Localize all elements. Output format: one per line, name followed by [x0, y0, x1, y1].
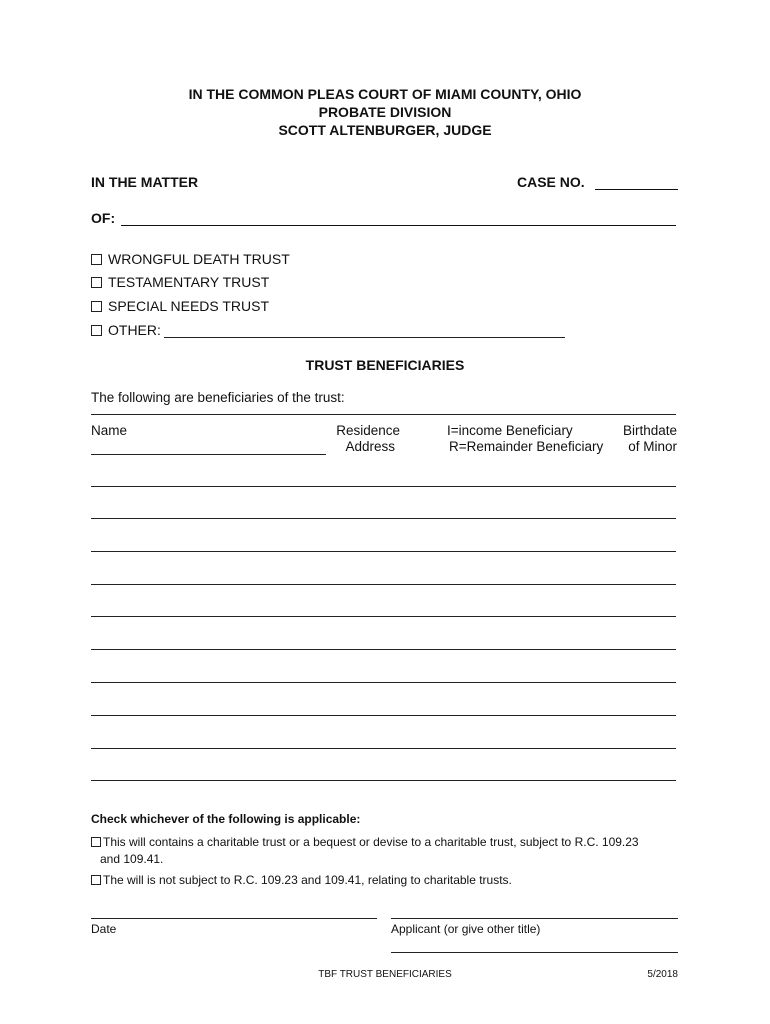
beneficiary-row[interactable] [91, 649, 676, 650]
column-of-minor: of Minor [628, 439, 677, 454]
checkbox-icon[interactable] [91, 277, 102, 288]
trust-type-special-needs[interactable] [91, 298, 269, 314]
wrongful-death-label: WRONGFUL DEATH TRUST [108, 251, 290, 267]
column-income-beneficiary: I=income Beneficiary [447, 423, 573, 438]
beneficiary-row[interactable] [91, 748, 676, 749]
trust-type-testamentary[interactable] [91, 274, 269, 290]
column-birthdate: Birthdate [622, 423, 677, 438]
division-title: PROBATE DIVISION [318, 104, 452, 120]
intro-text: The following are beneficiaries of the trust: [91, 390, 345, 405]
in-the-matter-label: IN THE MATTER [91, 174, 199, 190]
charitable-trust-text: This will contains a charitable trust or a bequest or devise to a charitable trust, subject to R.C. 109.23 [103, 835, 639, 849]
beneficiary-row[interactable] [91, 715, 676, 716]
other-trust-field[interactable] [164, 337, 565, 338]
checkbox-icon[interactable] [91, 837, 101, 847]
checkbox-icon[interactable] [91, 325, 102, 336]
column-address: Address [345, 439, 395, 454]
charitable-trust-option[interactable] [91, 835, 639, 849]
section-title: TRUST BENEFICIARIES [305, 357, 465, 373]
checkbox-icon[interactable] [91, 875, 101, 885]
beneficiary-row[interactable] [91, 682, 676, 683]
checkbox-icon[interactable] [91, 254, 102, 265]
applicant-signature-field[interactable] [391, 918, 678, 919]
header-rule [91, 414, 676, 415]
special-needs-label: SPECIAL NEEDS TRUST [108, 298, 270, 314]
other-label: OTHER: [108, 322, 161, 338]
name-column-rule [91, 454, 326, 455]
beneficiary-row[interactable] [91, 584, 676, 585]
checkbox-icon[interactable] [91, 301, 102, 312]
judge-name: SCOTT ALTENBURGER, JUDGE [278, 122, 492, 138]
applicable-title: Check whichever of the following is applicable: [91, 812, 361, 826]
revision-date: 5/2018 [647, 969, 678, 980]
applicant-title-field[interactable] [391, 952, 678, 953]
court-title: IN THE COMMON PLEAS COURT OF MIAMI COUNTY, OHIO [188, 86, 582, 102]
column-residence: Residence [336, 423, 400, 438]
form-name: TBF TRUST BENEFICIARIES [318, 969, 452, 980]
column-name: Name [91, 423, 128, 438]
beneficiary-row[interactable] [91, 616, 676, 617]
beneficiary-row[interactable] [91, 486, 676, 487]
trust-type-other[interactable] [91, 322, 161, 338]
charitable-trust-text-cont: and 109.41. [100, 852, 164, 866]
beneficiary-row[interactable] [91, 518, 676, 519]
beneficiary-row[interactable] [91, 780, 676, 781]
case-no-field[interactable] [595, 174, 678, 190]
applicant-label: Applicant (or give other title) [391, 922, 541, 936]
matter-name-field[interactable] [121, 210, 676, 226]
testamentary-label: TESTAMENTARY TRUST [108, 274, 270, 290]
of-label: OF: [91, 210, 116, 226]
not-subject-option[interactable] [91, 873, 512, 887]
case-no-label: CASE NO. [517, 174, 585, 190]
beneficiary-row[interactable] [91, 551, 676, 552]
date-label: Date [91, 922, 117, 936]
date-field[interactable] [91, 918, 377, 919]
not-subject-text: The will is not subject to R.C. 109.23 and 109.41, relating to charitable trusts. [103, 873, 512, 887]
column-remainder-beneficiary: R=Remainder Beneficiary [449, 439, 604, 454]
trust-type-wrongful-death[interactable] [91, 251, 290, 267]
